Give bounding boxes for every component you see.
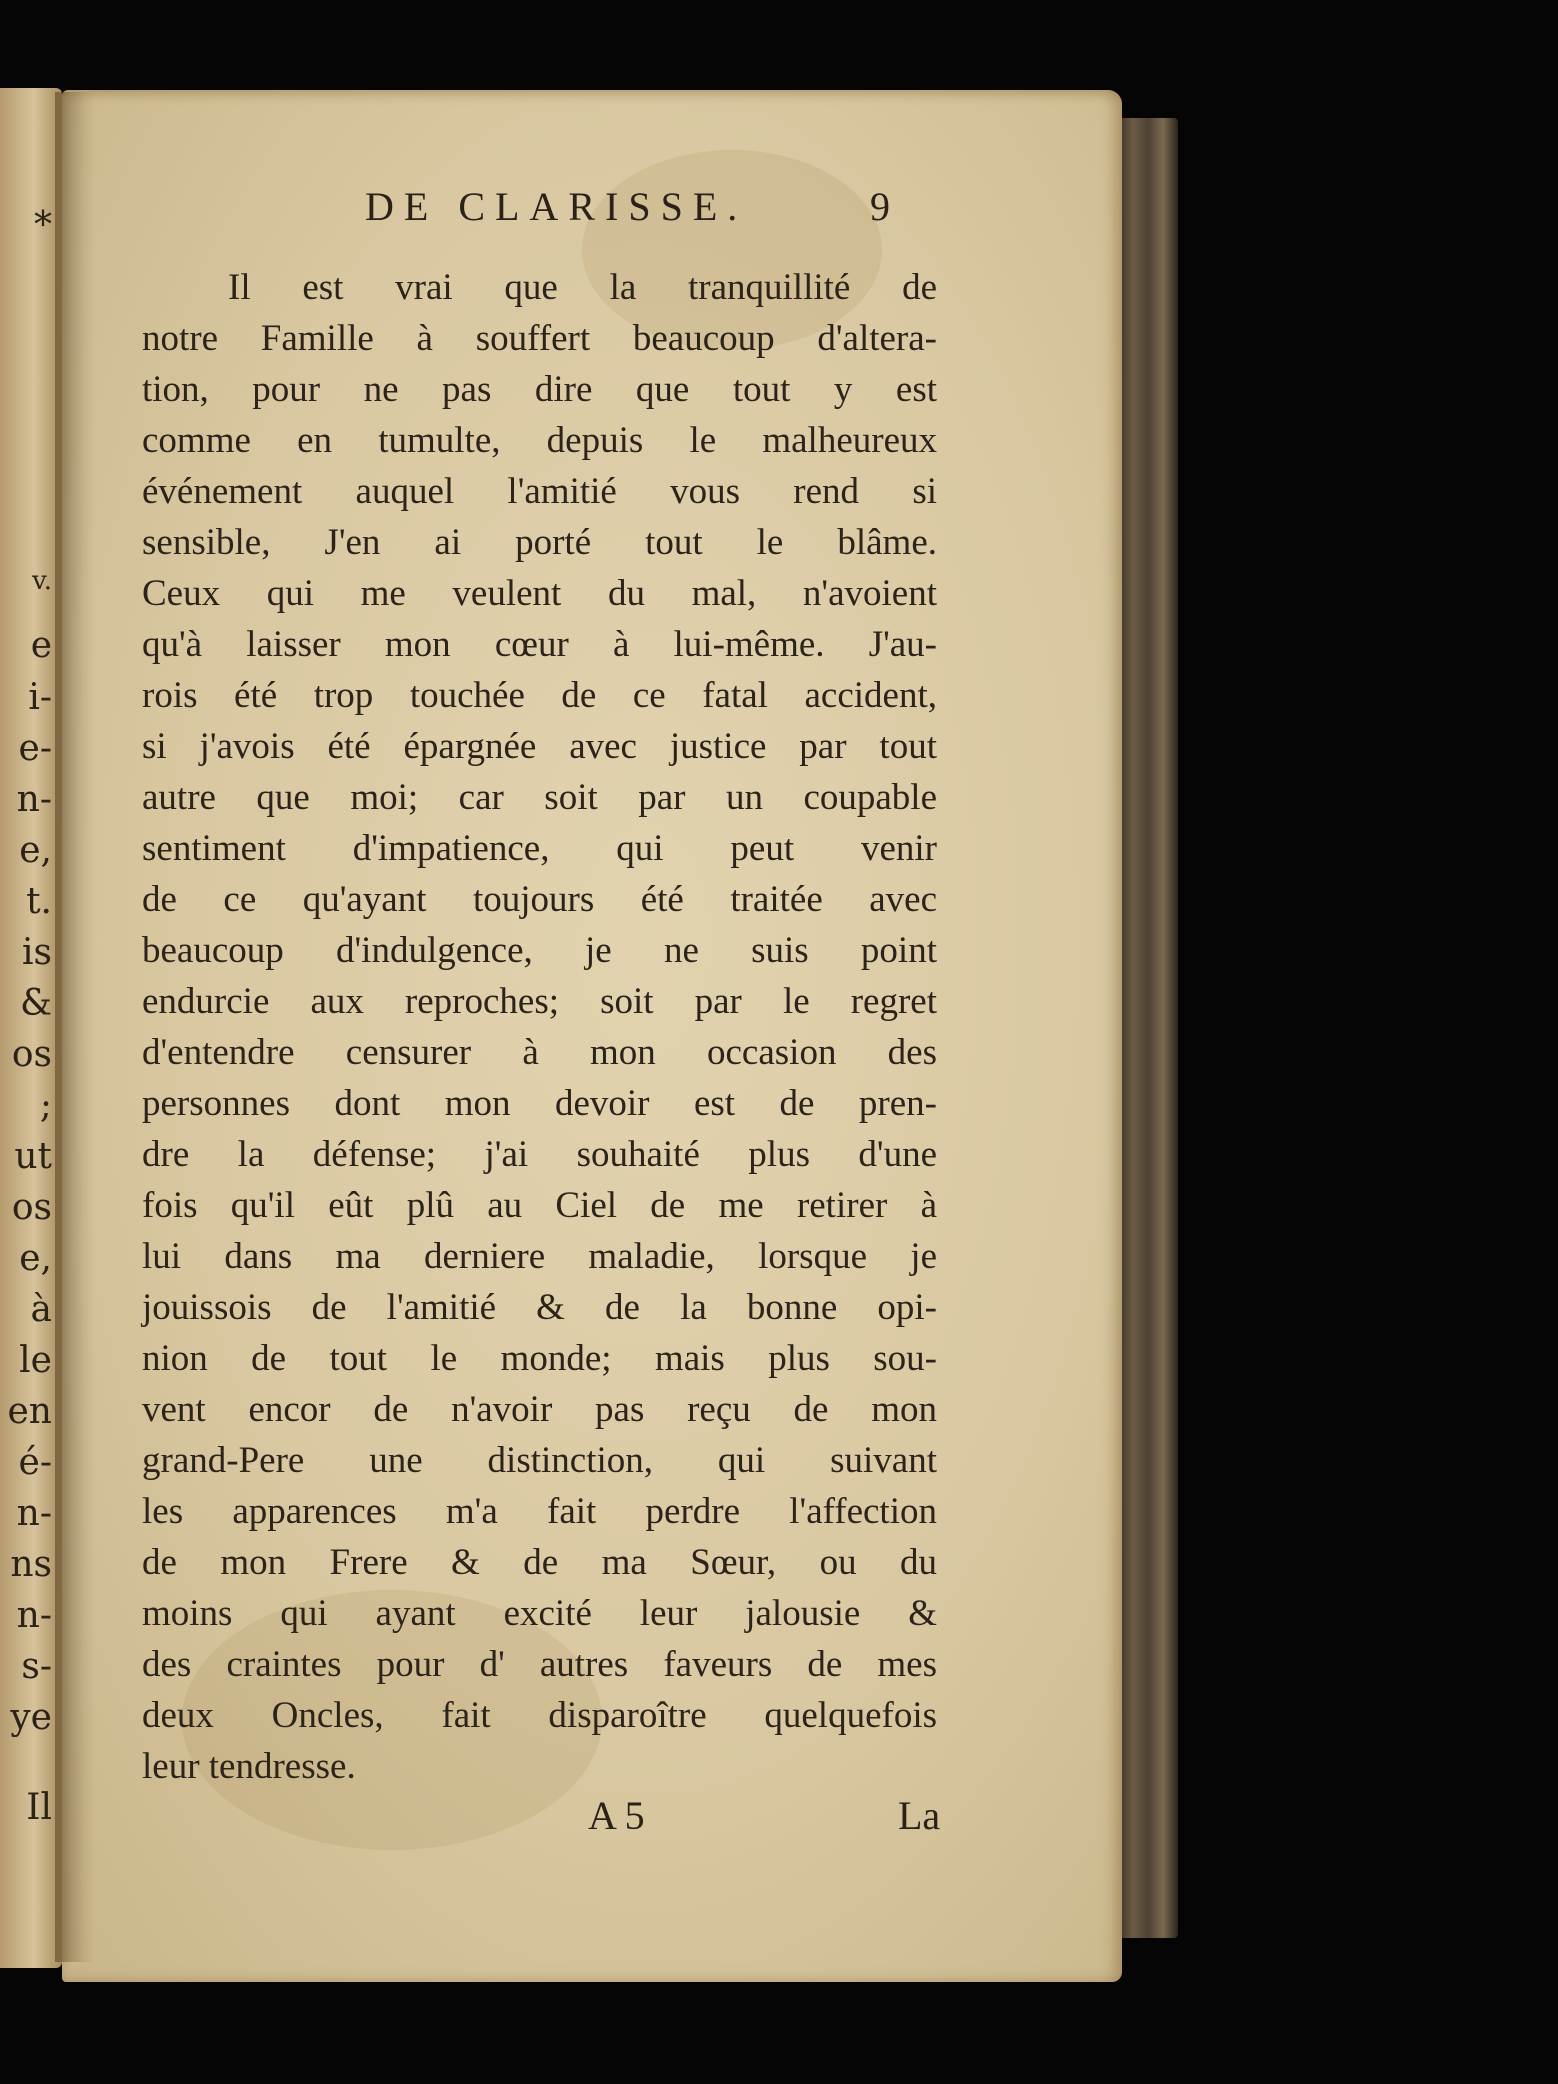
fragment: à xyxy=(30,1289,52,1330)
signature-mark: A 5 xyxy=(588,1793,645,1838)
page-gutter-shadow xyxy=(55,92,95,1962)
text-line: si j'avois été épargnée avec justice par tout xyxy=(142,726,937,767)
fragment: n- xyxy=(16,779,52,820)
text-line: personnes dont mon devoir est de pren- xyxy=(142,1083,937,1124)
body-text xyxy=(142,262,937,1792)
fragment: i- xyxy=(28,677,52,718)
fragment: ut xyxy=(14,1136,52,1177)
fragment: n- xyxy=(16,1595,52,1636)
text-line: endurcie aux reproches; soit par le regret xyxy=(142,981,937,1022)
fragment: Il xyxy=(26,1787,52,1828)
text-line: les apparences m'a fait perdre l'affection xyxy=(142,1491,937,1532)
fragment: s- xyxy=(21,1646,52,1687)
text-line: nion de tout le monde; mais plus sou- xyxy=(142,1338,937,1379)
fragment: ; xyxy=(39,1085,52,1126)
text-line: d'entendre censurer à mon occasion des xyxy=(142,1032,937,1073)
text-line: vent encor de n'avoir pas reçu de mon xyxy=(142,1389,937,1430)
fragment: le xyxy=(19,1340,52,1381)
fragment: ye xyxy=(10,1697,52,1738)
text-line: des craintes pour d' autres faveurs de mes xyxy=(142,1644,937,1685)
text-line: beaucoup d'indulgence, je ne suis point xyxy=(142,930,937,971)
previous-page-fragments xyxy=(0,88,62,1968)
book-cover-spine xyxy=(1118,118,1178,1938)
text-line: de mon Frere & de ma Sœur, ou du xyxy=(142,1542,937,1583)
fragment: é- xyxy=(18,1442,52,1483)
text-line: sentiment d'impatience, qui peut venir xyxy=(142,828,937,869)
text-line: sensible, J'en ai porté tout le blâme. xyxy=(142,522,937,563)
text-line: moins qui ayant excité leur jalousie & xyxy=(142,1593,937,1634)
fragment: os xyxy=(11,1034,52,1075)
text-line: de ce qu'ayant toujours été traitée avec xyxy=(142,879,937,920)
fragment: t. xyxy=(26,881,52,922)
text-line: grand-Pere une distinction, qui suivant xyxy=(142,1440,937,1481)
text-line: Il est vrai que la tranquillité de xyxy=(228,267,937,308)
text-line: autre que moi; car soit par un coupable xyxy=(142,777,937,818)
text-line: rois été trop touchée de ce fatal accident, xyxy=(142,675,937,716)
text-line: dre la défense; j'ai souhaité plus d'une xyxy=(142,1134,937,1175)
fragment: & xyxy=(19,983,52,1024)
fragment: is xyxy=(22,932,52,973)
text-line: deux Oncles, fait disparoître quelquefois xyxy=(142,1695,937,1736)
fragment: ns xyxy=(10,1544,52,1585)
fragment: e xyxy=(30,625,52,666)
page-number: 9 xyxy=(870,184,890,229)
text-line: lui dans ma derniere maladie, lorsque je xyxy=(142,1236,937,1277)
fragment: v. xyxy=(32,566,52,596)
fragment: e- xyxy=(18,728,52,769)
fragment: e, xyxy=(19,1238,52,1279)
text-line: tion, pour ne pas dire que tout y est xyxy=(142,369,937,410)
fragment: e, xyxy=(19,830,52,871)
text-line: jouissois de l'amitié & de la bonne opi- xyxy=(142,1287,937,1328)
running-head: DE CLARISSE. xyxy=(365,184,748,229)
fragment: en xyxy=(7,1391,52,1432)
text-line: Ceux qui me veulent du mal, n'avoient xyxy=(142,573,937,614)
fragment: n- xyxy=(16,1493,52,1534)
fragment: os xyxy=(11,1187,52,1228)
text-line: notre Famille à souffert beaucoup d'altera- xyxy=(142,318,937,359)
text-line: événement auquel l'amitié vous rend si xyxy=(142,471,937,512)
catchword: La xyxy=(898,1793,941,1838)
previous-page-edge xyxy=(0,88,62,1968)
text-line: qu'à laisser mon cœur à lui-même. J'au- xyxy=(142,624,937,665)
fragment: * xyxy=(34,205,52,246)
text-line: leur tendresse. xyxy=(142,1746,356,1787)
text-line: fois qu'il eût plû au Ciel de me retirer à xyxy=(142,1185,937,1226)
text-line: comme en tumulte, depuis le malheureux xyxy=(142,420,937,461)
